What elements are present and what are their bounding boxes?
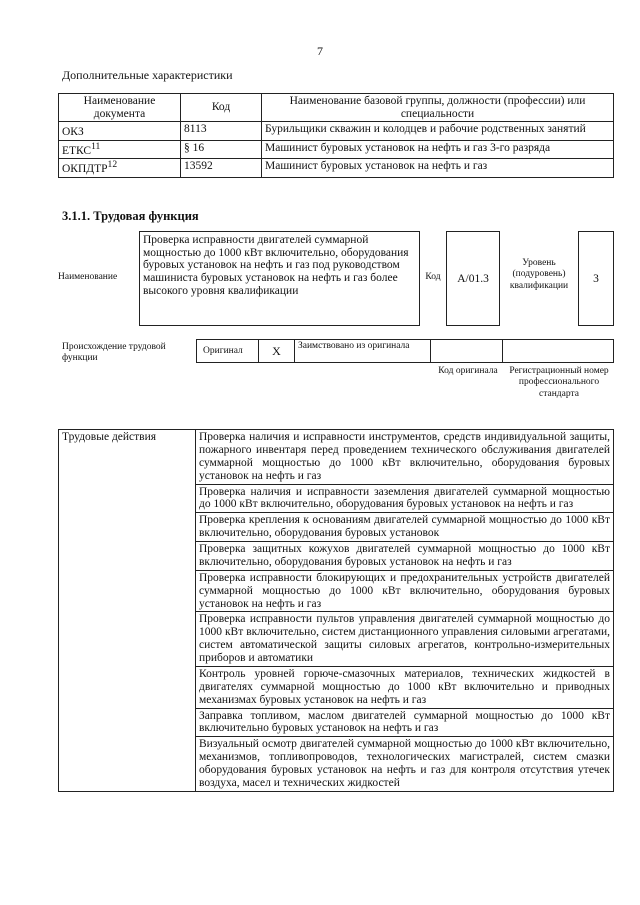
doc-name: ЕТКС [62,144,92,157]
action-cell: Проверка исправности блокирующих и предохранительных устройств двигателей суммарной мощностью до 1000 кВт включительно, оборудования буровых установок на нефть и газ [196,570,614,612]
table-row [59,159,614,177]
table-header-row [59,94,614,122]
doc-cell [59,140,181,158]
table-row [59,122,614,140]
labor-actions-table [58,429,614,792]
action-cell: Проверка крепления к основаниям двигателей суммарной мощностью до 1000 кВт включительно, оборудования буровых установок [196,513,614,542]
table-row [59,140,614,158]
footnote-ref: 12 [107,159,118,171]
header-code: Код [181,94,262,122]
code-original-cell [431,340,503,362]
category-cell: Трудовые действия [59,430,196,792]
section-label: Дополнительные характеристики [62,68,233,82]
code-value-box: А/01.3 [446,231,500,326]
code-original-caption: Код оригинала [438,366,498,376]
action-cell: Контроль уровней горюче-смазочных материалов, технических жидкостей в двигателях суммарной мощностью до 1000 кВт включительно и приводных механизмах буровых установок на нефть и газ [196,666,614,708]
code-label: Код [425,272,441,282]
level-label: Уровень (подуровень) квалификации [509,258,569,291]
code-cell: 8113 [181,122,262,140]
header-group-name: Наименование базовой группы, должности (профессии) или специальности [262,94,614,122]
doc-cell [59,159,181,177]
action-cell: Заправка топливом, маслом двигателей суммарной мощностью до 1000 кВт включительно буровых установок на нефть и газ [196,708,614,737]
reg-number-cell [503,340,613,362]
group-name-cell: Машинист буровых установок на нефть и газ 3-го разряда [262,140,614,158]
name-value-box: Проверка исправности двигателей суммарной мощностью до 1000 кВт включительно, оборудования буровых установок на нефть и газ под руководством машиниста буровых установок на нефть и газ более высокого уровня квалификации [139,231,420,326]
action-cell: Проверка наличия и исправности инструментов, средств индивидуальной защиты, пожарного инвентаря перед проведением технического обслуживания двигателей суммарной мощностью до 1000 кВт включительно, оборудования буровых установок на нефть и газ [196,430,614,485]
page-number: 7 [317,44,323,58]
doc-name: ОКЗ [62,126,84,139]
group-name-cell: Машинист буровых установок на нефть и газ [262,159,614,177]
borrowed-cell: Заимствовано из оригинала [295,340,431,362]
table-row [59,430,614,485]
action-cell: Проверка исправности пультов управления двигателей суммарной мощностью до 1000 кВт включительно, систем дистанционного управления силовыми агрегатами, систем автоматической защиты силовых агрегатов, контрольно-измерительных приборов и автоматики [196,612,614,667]
code-cell: § 16 [181,140,262,158]
action-cell: Проверка защитных кожухов двигателей суммарной мощностью до 1000 кВт включительно, оборудования буровых установок на нефть и газ [196,542,614,571]
group-name-cell: Бурильщики скважин и колодцев и рабочие родственных занятий [262,122,614,140]
header-doc-name: Наименование документа [59,94,181,122]
origin-row [196,339,614,363]
doc-name: ОКПДТР [62,163,108,176]
level-value-box: 3 [578,231,614,326]
additional-characteristics-table [58,93,614,178]
original-cell: Оригинал [197,340,259,362]
action-cell: Проверка наличия и исправности заземления двигателей суммарной мощностью до 1000 кВт включительно, оборудования буровых установок на нефть и газ [196,484,614,513]
footnote-ref: 11 [91,140,101,152]
original-mark-cell: X [259,340,295,362]
code-cell: 13592 [181,159,262,177]
name-label: Наименование [58,272,118,282]
reg-number-caption: Регистрационный номер профессионального стандарта [509,366,609,399]
action-cell: Визуальный осмотр двигателей суммарной мощностью до 1000 кВт включительно, механизмов, топливопроводов, технологических магистралей, систем смазки оборудования буровых установок на нефть и газ для контроля отсутствия утечек воздуха, масел и технических жидкостей [196,737,614,792]
doc-cell [59,122,181,140]
origin-label: Происхождение трудовой функции [62,342,166,363]
labor-function-heading: 3.1.1. Трудовая функция [62,209,199,223]
